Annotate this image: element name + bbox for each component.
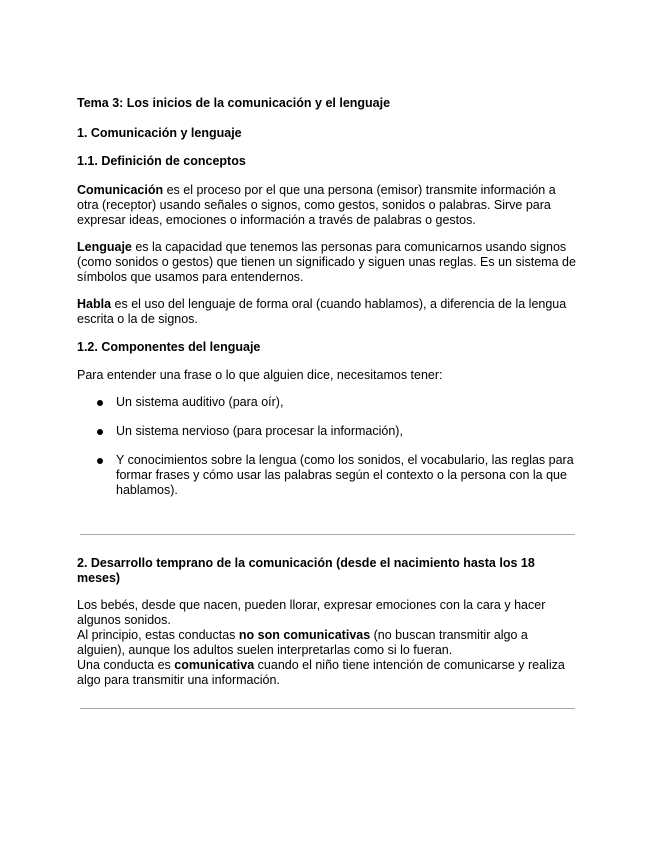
bullet-icon (97, 400, 103, 406)
list-item-text: Y conocimientos sobre la lengua (como los sonidos, el vocabulario, las reglas para formar frases y cómo usar las palabras según el contexto o la persona con la que hablamos). (116, 453, 574, 497)
bold-span: no son comunicativas (238, 628, 371, 642)
section-2-paragraph-2 (77, 628, 567, 658)
text-span: (no buscan transmitir algo a alguien), aunque los adultos suelen interpretarlas como si lo fueran. (77, 628, 528, 657)
comunicacion-paragraph (77, 183, 577, 228)
habla-paragraph (77, 297, 577, 327)
components-list (77, 395, 577, 498)
list-item-text: Un sistema auditivo (para oír), (116, 395, 284, 409)
document-body (77, 96, 577, 512)
list-item (77, 395, 577, 410)
components-intro: Para entender una frase o lo que alguien dice, necesitamos tener: (77, 368, 443, 382)
horizontal-divider (80, 708, 575, 709)
lenguaje-paragraph (77, 240, 577, 285)
text-span: Al principio, estas conductas (77, 628, 239, 642)
text-span: Una conducta es (77, 658, 175, 672)
section-2-heading: 2. Desarrollo temprano de la comunicación (desde el nacimiento hasta los 18 meses) (77, 556, 535, 585)
list-item (77, 424, 577, 439)
comunicacion-text: es el proceso por el que una persona (emisor) transmite información a otra (receptor) usando señales o signos, como gestos, sonidos o palabras. Sirve para expresar ideas, emociones o información a través de palabras o gestos. (77, 183, 556, 227)
horizontal-divider (80, 534, 575, 535)
habla-term: Habla (77, 297, 112, 311)
bullet-icon (97, 458, 103, 464)
bold-span: comunicativa (174, 658, 255, 672)
subsection-1-1-heading: 1.1. Definición de conceptos (77, 154, 246, 168)
section-2-paragraph-3 (77, 658, 567, 688)
section-2-paragraph-1: Los bebés, desde que nacen, pueden llorar, expresar emociones con la cara y hacer algunos sonidos. (77, 598, 546, 627)
section-1-heading: 1. Comunicación y lenguaje (77, 126, 242, 140)
habla-text: es el uso del lenguaje de forma oral (cuando hablamos), a diferencia de la lengua escrita o la de signos. (77, 297, 567, 326)
list-item-text: Un sistema nervioso (para procesar la información), (116, 424, 403, 438)
text-span: cuando el niño tiene intención de comunicarse y realiza algo para transmitir una información. (77, 658, 565, 687)
list-item (77, 453, 577, 498)
subsection-1-2-heading: 1.2. Componentes del lenguaje (77, 340, 261, 354)
lenguaje-text: es la capacidad que tenemos las personas para comunicarnos usando signos (como sonidos o gestos) que tienen un significado y siguen unas reglas. Es un sistema de símbolos que usamos para entendernos. (77, 240, 576, 284)
comunicacion-term: Comunicación (77, 183, 164, 197)
page-title: Tema 3: Los inicios de la comunicación y el lenguaje (77, 96, 391, 110)
bullet-icon (97, 429, 103, 435)
lenguaje-term: Lenguaje (77, 240, 132, 254)
section-2 (77, 556, 567, 688)
